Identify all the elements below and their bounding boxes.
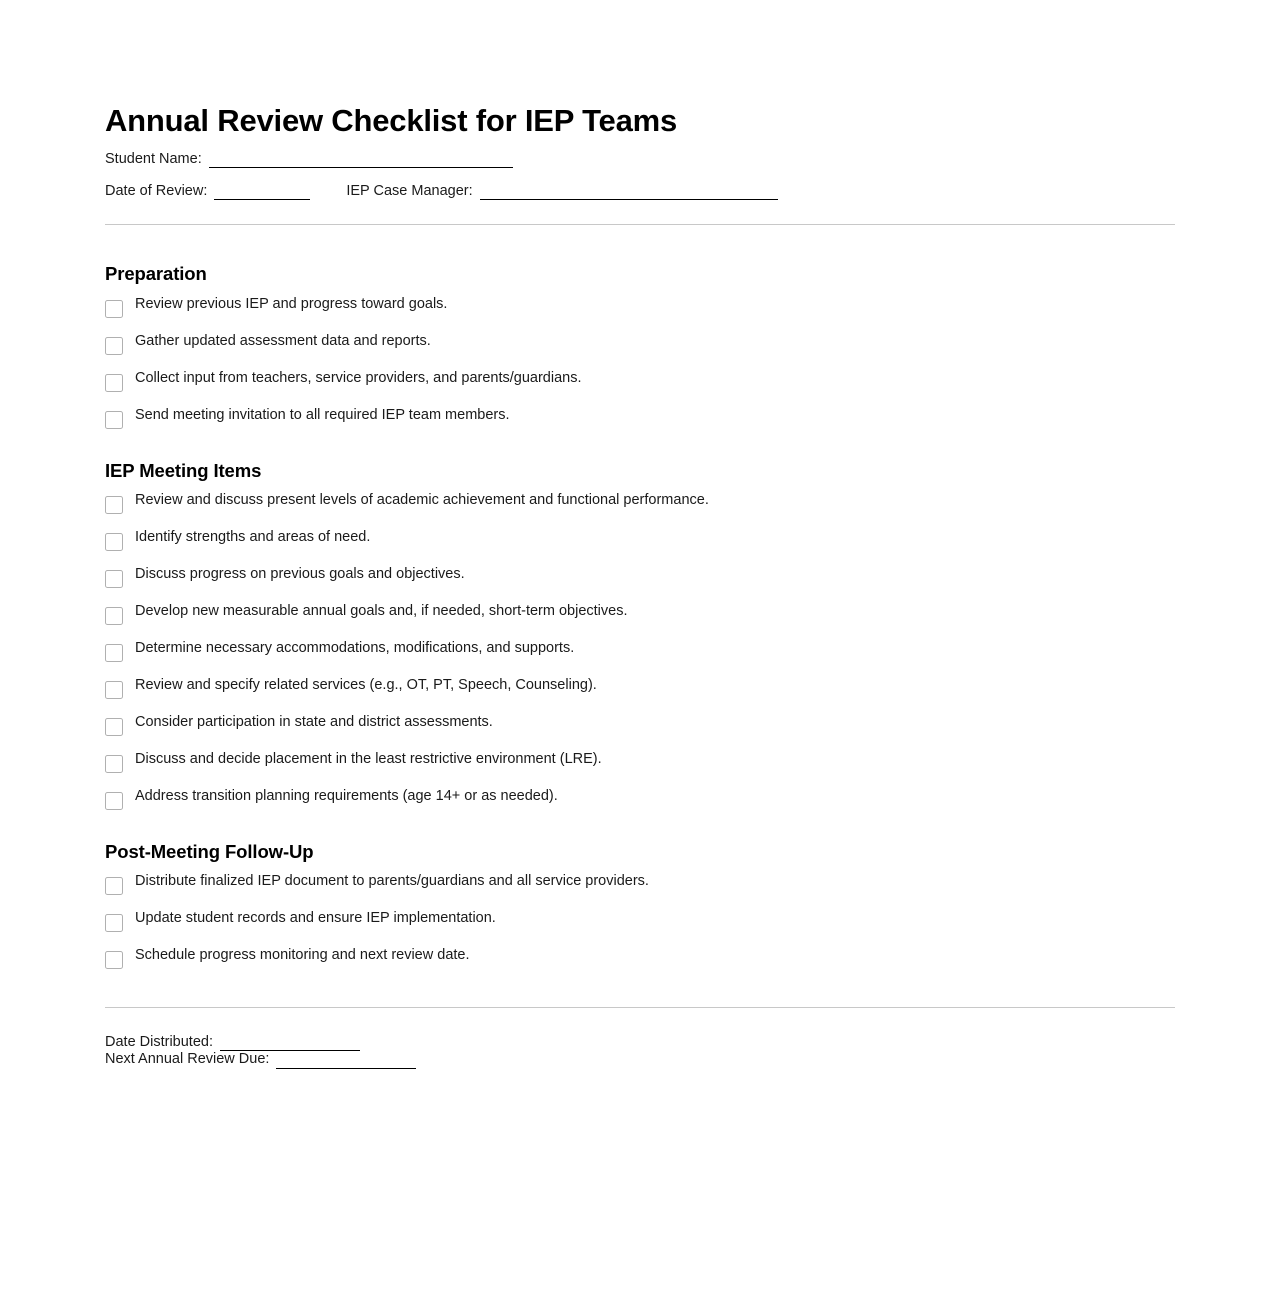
checkbox-icon[interactable]: [105, 755, 123, 773]
student-name-label: Student Name:: [105, 150, 202, 167]
checkbox-icon[interactable]: [105, 337, 123, 355]
section-iep-meeting-items: [105, 429, 1175, 810]
header-fields: [105, 151, 1175, 201]
checklist-item[interactable]: [105, 369, 1175, 392]
checklist-item-label: Review and specify related services (e.g., OT, PT, Speech, Counseling).: [135, 676, 597, 693]
date-distributed-label: Date Distributed:: [105, 1033, 213, 1050]
case-manager-input[interactable]: [480, 186, 778, 200]
checklist-item-label: Determine necessary accommodations, modifications, and supports.: [135, 639, 575, 656]
checklist-item-label: Update student records and ensure IEP implementation.: [135, 909, 496, 926]
checklist-item-label: Address transition planning requirements (age 14+ or as needed).: [135, 787, 558, 804]
checklist-item-label: Discuss and decide placement in the least restrictive environment (LRE).: [135, 750, 602, 767]
case-manager-label: IEP Case Manager:: [346, 183, 473, 200]
checklist-item-label: Distribute finalized IEP document to parents/guardians and all service providers.: [135, 872, 649, 889]
student-name-row: [105, 151, 1175, 168]
checklist-item[interactable]: [105, 528, 1175, 551]
checkbox-icon[interactable]: [105, 914, 123, 932]
section-heading: Post-Meeting Follow-Up: [105, 840, 314, 862]
section-preparation: [105, 225, 1175, 428]
checklist-item[interactable]: [105, 787, 1175, 810]
checklist-item-label: Consider participation in state and district assessments.: [135, 713, 493, 730]
section-post-meeting-follow-up: [105, 810, 1175, 969]
next-review-input[interactable]: [276, 1055, 416, 1069]
checklist-item[interactable]: [105, 946, 1175, 969]
checkbox-icon[interactable]: [105, 374, 123, 392]
checkbox-icon[interactable]: [105, 681, 123, 699]
checklist-item[interactable]: [105, 565, 1175, 588]
checklist-item-label: Develop new measurable annual goals and, if needed, short-term objectives.: [135, 602, 628, 619]
checkbox-icon[interactable]: [105, 718, 123, 736]
checklist-item[interactable]: [105, 639, 1175, 662]
checklist-item[interactable]: [105, 491, 1175, 514]
section-heading: IEP Meeting Items: [105, 459, 262, 481]
student-name-input[interactable]: [209, 154, 513, 168]
checkbox-icon[interactable]: [105, 607, 123, 625]
checklist-item[interactable]: [105, 406, 1175, 429]
checklist-item[interactable]: [105, 872, 1175, 895]
page-title: Annual Review Checklist for IEP Teams: [105, 103, 678, 138]
checkbox-icon[interactable]: [105, 644, 123, 662]
next-review-row: [105, 1051, 1175, 1068]
checklist-item-label: Collect input from teachers, service providers, and parents/guardians.: [135, 369, 582, 386]
checkbox-icon[interactable]: [105, 533, 123, 551]
document-body: [105, 0, 1175, 1069]
checklist-item[interactable]: [105, 602, 1175, 625]
checklist-item[interactable]: [105, 713, 1175, 736]
checklist-item[interactable]: [105, 909, 1175, 932]
review-details-row: [105, 183, 1175, 200]
date-distributed-input[interactable]: [220, 1037, 360, 1051]
checklist-item[interactable]: [105, 750, 1175, 773]
checkbox-icon[interactable]: [105, 792, 123, 810]
date-distributed-row: [105, 1034, 1175, 1051]
checklist-item-label: Identify strengths and areas of need.: [135, 528, 371, 545]
checklist-item[interactable]: [105, 295, 1175, 318]
checkbox-icon[interactable]: [105, 411, 123, 429]
checklist-item-label: Review and discuss present levels of academic achievement and functional performance.: [135, 491, 709, 508]
checkbox-icon[interactable]: [105, 951, 123, 969]
date-of-review-input[interactable]: [214, 186, 310, 200]
checkbox-icon[interactable]: [105, 570, 123, 588]
checklist-item-label: Schedule progress monitoring and next review date.: [135, 946, 470, 963]
checkbox-icon[interactable]: [105, 300, 123, 318]
checklist-item-label: Discuss progress on previous goals and objectives.: [135, 565, 465, 582]
checklist-item[interactable]: [105, 332, 1175, 355]
next-review-label: Next Annual Review Due:: [105, 1051, 270, 1068]
footer-divider: [105, 1007, 1175, 1008]
checkbox-icon[interactable]: [105, 877, 123, 895]
checklist-item-label: Review previous IEP and progress toward goals.: [135, 295, 448, 312]
checklist-item-label: Send meeting invitation to all required IEP team members.: [135, 406, 510, 423]
date-of-review-label: Date of Review:: [105, 183, 208, 200]
section-heading: Preparation: [105, 263, 207, 285]
checklist-item-label: Gather updated assessment data and reports.: [135, 332, 431, 349]
footer-fields: [105, 1034, 1175, 1069]
checkbox-icon[interactable]: [105, 496, 123, 514]
checklist-item[interactable]: [105, 676, 1175, 699]
